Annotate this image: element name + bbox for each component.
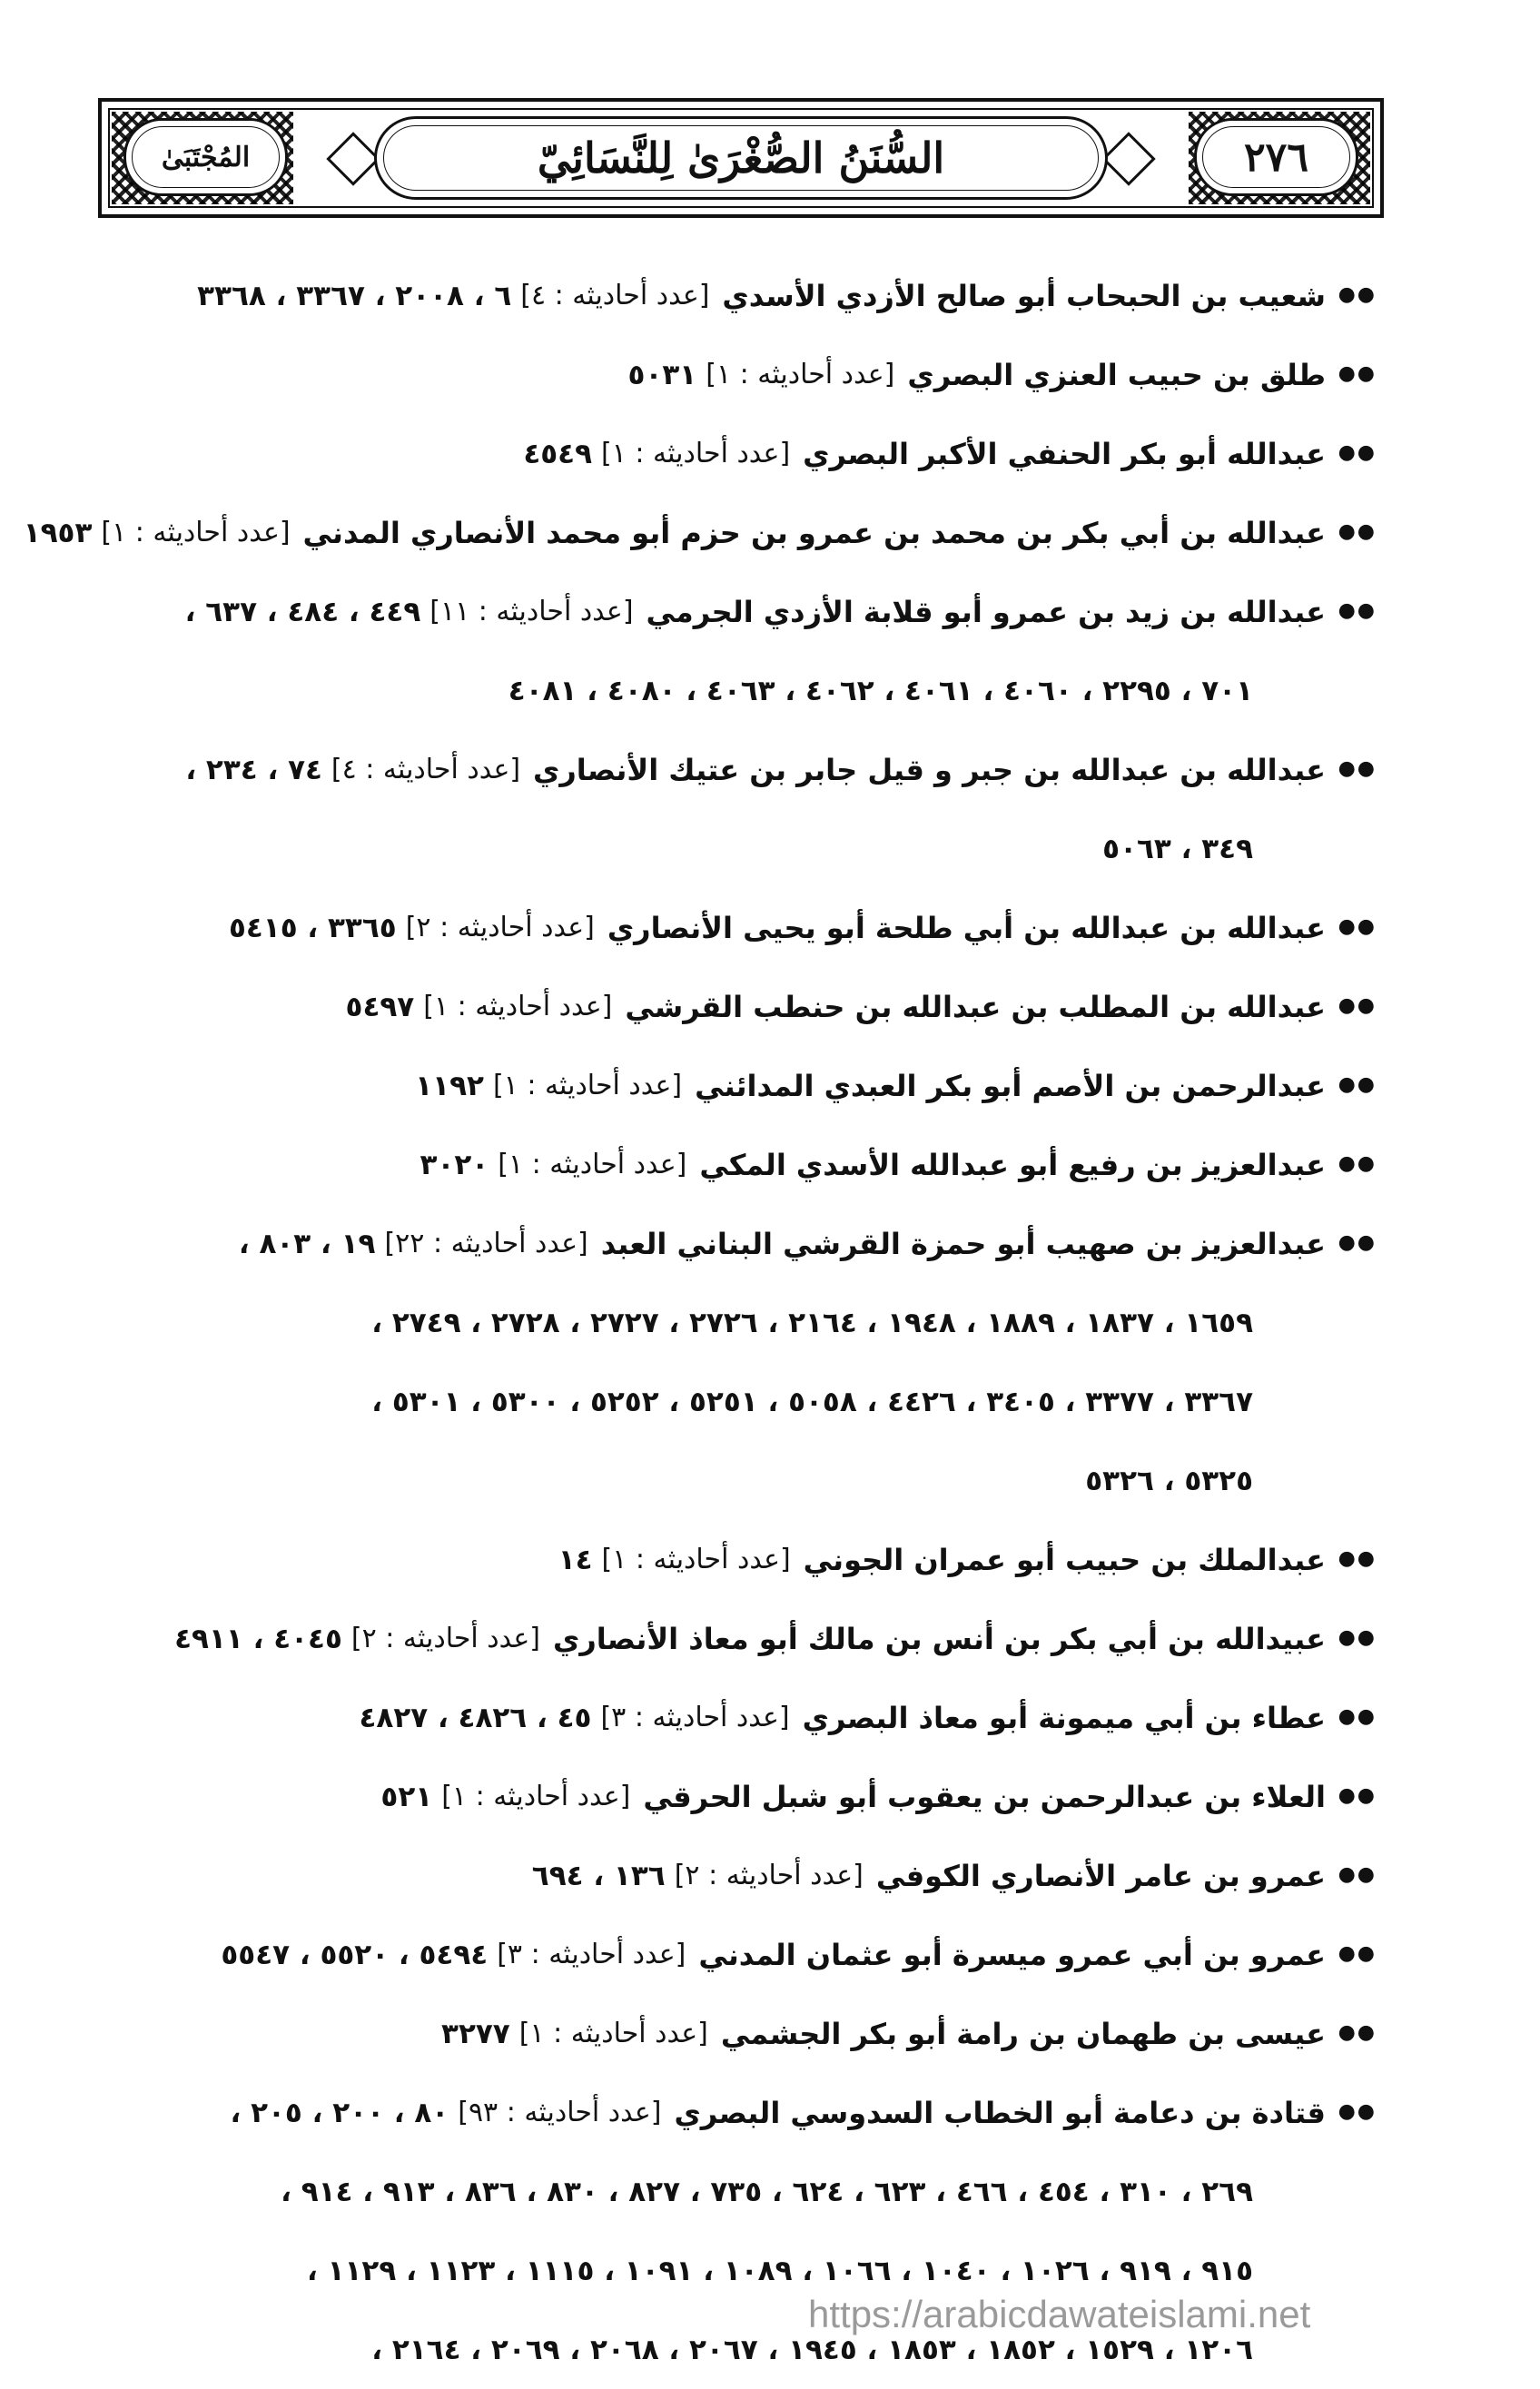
narrator-name: عبدالله بن عبدالله بن جبر و قيل جابر بن عتيك الأنصاري	[533, 752, 1326, 787]
hadith-numbers: ٥٣٢٥ ، ٥٣٢٦	[1085, 1464, 1253, 1497]
entry-continuation-row	[109, 1362, 1326, 1441]
hadith-count: [عدد أحاديثه : ١١]	[429, 596, 634, 627]
bullet-icon: ●●	[1338, 1626, 1377, 1649]
entry-continuation-row	[109, 809, 1326, 888]
hadith-count: [عدد أحاديثه : ١]	[601, 438, 791, 469]
page-title: السُّنَنُ الصُّغْرَىٰ لِلنَّسَائِيّ	[537, 133, 945, 183]
hadith-numbers: ١٩٥٣	[23, 516, 93, 549]
hadith-count: [عدد أحاديثه : ٣]	[600, 1702, 790, 1733]
hadith-numbers: ٣٢٧٧	[441, 2017, 510, 2050]
hadith-numbers: ٨٠ ، ٢٠٠ ، ٢٠٥ ،	[230, 2096, 449, 2129]
hadith-numbers: ١٤	[558, 1543, 593, 1576]
hadith-count: [عدد أحاديثه : ١]	[601, 1544, 791, 1575]
entry-row	[109, 256, 1377, 335]
entry-row	[23, 493, 1377, 572]
entry-row	[109, 1520, 1377, 1599]
hadith-count: [عدد أحاديثه : ٢٢]	[384, 1228, 588, 1259]
narrator-name: عبدالله بن أبي بكر بن محمد بن عمرو بن حزم أبو محمد الأنصاري المدني	[302, 515, 1326, 550]
hadith-numbers: ٤٥٤٩	[523, 437, 593, 470]
narrator-name: عبيدالله بن أبي بكر بن أنس بن مالك أبو معاذ الأنصاري	[553, 1621, 1326, 1656]
narrator-name: عيسى بن طهمان بن رامة أبو بكر الجشمي	[720, 2016, 1326, 2051]
hadith-numbers: ٥٠٣١	[627, 358, 697, 391]
ornament-knot-right	[1101, 132, 1155, 185]
narrator-list	[23, 256, 1377, 2389]
hadith-count: [عدد أحاديثه : ١]	[706, 359, 895, 390]
bullet-icon: ●●	[1338, 283, 1377, 306]
narrator-name: العلاء بن عبدالرحمن بن يعقوب أبو شبل الحرقي	[643, 1779, 1326, 1814]
entry-row	[109, 1125, 1377, 1204]
hadith-count: [عدد أحاديثه : ١]	[492, 1070, 683, 1101]
narrator-name: عبدالرحمن بن الأصم أبو بكر العبدي المدائني	[695, 1068, 1326, 1103]
entry-row	[109, 888, 1377, 967]
narrator-name: قتادة بن دعامة أبو الخطاب السدوسي البصري	[674, 2095, 1326, 2130]
bullet-icon: ●●	[1338, 1863, 1377, 1886]
narrator-name: عمرو بن عامر الأنصاري الكوفي	[875, 1858, 1326, 1893]
narrator-name: عبدالعزيز بن صهيب أبو حمزة القرشي البناني العبد	[600, 1226, 1326, 1261]
bullet-icon: ●●	[1338, 1705, 1377, 1728]
hadith-numbers: ٧٤ ، ٢٣٤ ،	[185, 753, 322, 786]
hadith-count: [عدد أحاديثه : ٣]	[497, 1939, 686, 1970]
narrator-name: شعيب بن الحبحاب أبو صالح الأزدي الأسدي	[722, 278, 1326, 313]
hadith-numbers: ٦ ، ٢٠٠٨ ، ٣٣٦٧ ، ٣٣٦٨	[197, 279, 512, 312]
hadith-count: [عدد أحاديثه : ٤]	[520, 280, 710, 311]
hadith-numbers: ٣٠٢٠	[420, 1148, 489, 1181]
hadith-count: [عدد أحاديثه : ٢]	[405, 912, 595, 943]
bullet-icon: ●●	[1338, 994, 1377, 1017]
hadith-numbers: ١١٩٢	[415, 1069, 484, 1102]
narrator-name: عطاء بن أبي ميمونة أبو معاذ البصري	[802, 1700, 1326, 1735]
entry-row	[109, 967, 1377, 1046]
hadith-count: [عدد أحاديثه : ١]	[498, 1149, 687, 1180]
bullet-icon: ●●	[1338, 1942, 1377, 1965]
entry-row	[109, 1204, 1377, 1283]
page-header	[98, 98, 1384, 218]
bullet-icon: ●●	[1338, 441, 1377, 464]
bullet-icon: ●●	[1338, 2021, 1377, 2044]
hadith-numbers: ٥٤٩٤ ، ٥٥٢٠ ، ٥٥٤٧	[221, 1938, 489, 1971]
hadith-numbers: ٥٤٩٧	[345, 990, 415, 1023]
entry-continuation-row	[109, 1283, 1326, 1362]
hadith-numbers: ٩١٥ ، ٩١٩ ، ١٠٢٦ ، ١٠٤٠ ، ١٠٦٦ ، ١٠٨٩ ، ١٠٩١ ، ١١١٥ ، ١١٢٣ ، ١١٢٩ ،	[307, 2254, 1253, 2287]
entry-row	[109, 414, 1377, 493]
bullet-icon: ●●	[1338, 2100, 1377, 2123]
hadith-numbers: ١٢٠٦ ، ١٥٢٩ ، ١٨٥٢ ، ١٨٥٣ ، ١٩٤٥ ، ٢٠٦٧ ، ٢٠٦٨ ، ٢٠٦٩ ، ٢١٦٤ ،	[371, 2333, 1253, 2366]
narrator-name: عبدالله بن زيد بن عمرو أبو قلابة الأزدي الجرمي	[646, 594, 1326, 629]
hadith-numbers: ٥٢١	[380, 1780, 433, 1813]
bullet-icon: ●●	[1338, 1547, 1377, 1570]
page-number: ٢٧٦	[1244, 133, 1308, 181]
hadith-count: [عدد أحاديثه : ١]	[518, 2018, 708, 2049]
hadith-count: [عدد أحاديثه : ١]	[423, 991, 613, 1022]
hadith-numbers: ٣٣٦٧ ، ٣٣٧٧ ، ٣٤٠٥ ، ٤٤٢٦ ، ٥٠٥٨ ، ٥٢٥١ ، ٥٢٥٢ ، ٥٣٠٠ ، ٥٣٠١ ،	[371, 1385, 1253, 1418]
entry-row	[109, 2073, 1377, 2152]
page-number-cartouche	[1194, 118, 1358, 196]
bullet-icon: ●●	[1338, 520, 1377, 543]
entry-continuation-row	[109, 1441, 1326, 1520]
entry-row	[109, 1678, 1377, 1757]
entry-row	[109, 1599, 1377, 1678]
entry-row	[109, 1915, 1377, 1994]
narrator-name: عبدالله بن المطلب بن عبدالله بن حنطب القرشي	[625, 989, 1326, 1024]
hadith-numbers: ٤٥ ، ٤٨٢٦ ، ٤٨٢٧	[359, 1701, 592, 1734]
entry-continuation-row	[109, 2152, 1326, 2231]
entry-row	[109, 335, 1377, 414]
narrator-name: عبدالملك بن حبيب أبو عمران الجوني	[803, 1542, 1326, 1577]
entry-row	[109, 1757, 1377, 1836]
hadith-numbers: ٣٤٩ ، ٥٠٦٣	[1102, 832, 1253, 865]
hadith-numbers: ٢٦٩ ، ٣١٠ ، ٤٥٤ ، ٤٦٦ ، ٦٢٣ ، ٦٢٤ ، ٧٣٥ ، ٨٢٧ ، ٨٣٠ ، ٨٣٦ ، ٩١٣ ، ٩١٤ ،	[281, 2175, 1253, 2208]
ornament-knot-left	[326, 132, 380, 185]
hadith-count: [عدد أحاديثه : ٩٣]	[458, 2097, 662, 2128]
narrator-name: عبدالله بن عبدالله بن أبي طلحة أبو يحيى الأنصاري	[607, 910, 1326, 945]
entry-row	[109, 1836, 1377, 1915]
hadith-numbers: ١٩ ، ٨٠٣ ،	[238, 1227, 376, 1260]
bullet-icon: ●●	[1338, 915, 1377, 938]
title-oval	[374, 116, 1108, 200]
hadith-count: [عدد أحاديثه : ٢]	[674, 1860, 864, 1891]
bullet-icon: ●●	[1338, 757, 1377, 780]
narrator-name: عبدالله أبو بكر الحنفي الأكبر البصري	[803, 436, 1326, 471]
bullet-icon: ●●	[1338, 362, 1377, 385]
hadith-count: [عدد أحاديثه : ٢]	[350, 1623, 541, 1654]
entry-row	[109, 572, 1377, 651]
bullet-icon: ●●	[1338, 599, 1377, 622]
entry-continuation-row	[109, 651, 1326, 730]
entry-row	[109, 1046, 1377, 1125]
narrator-name: طلق بن حبيب العنزي البصري	[907, 357, 1326, 392]
entry-row	[109, 1994, 1377, 2073]
book-name-cartouche	[123, 118, 288, 196]
hadith-numbers: ٧٠١ ، ٢٢٩٥ ، ٤٠٦٠ ، ٤٠٦١ ، ٤٠٦٢ ، ٤٠٦٣ ، ٤٠٨٠ ، ٤٠٨١	[508, 674, 1253, 707]
hadith-count: [عدد أحاديثه : ١]	[441, 1781, 631, 1812]
bullet-icon: ●●	[1338, 1073, 1377, 1096]
hadith-numbers: ١٦٥٩ ، ١٨٣٧ ، ١٨٨٩ ، ١٩٤٨ ، ٢١٦٤ ، ٢٧٢٦ ، ٢٧٢٧ ، ٢٧٢٨ ، ٢٧٤٩ ،	[371, 1306, 1253, 1339]
hadith-count: [عدد أحاديثه : ٤]	[331, 754, 521, 785]
narrator-name: عبدالعزيز بن رفيع أبو عبدالله الأسدي المكي	[699, 1147, 1326, 1182]
hadith-numbers: ١٣٦ ، ٦٩٤	[531, 1859, 666, 1892]
bullet-icon: ●●	[1338, 1152, 1377, 1175]
hadith-numbers: ٤٤٩ ، ٤٨٤ ، ٦٣٧ ،	[184, 595, 421, 628]
book-name: المُجْتَبَىٰ	[161, 141, 251, 173]
bullet-icon: ●●	[1338, 1231, 1377, 1254]
hadith-numbers: ٤٠٤٥ ، ٤٩١١	[174, 1622, 342, 1655]
bullet-icon: ●●	[1338, 1784, 1377, 1807]
entry-row	[109, 730, 1377, 809]
watermark-url: https://arabicdawateislami.net	[808, 2293, 1311, 2335]
hadith-numbers: ٣٣٦٥ ، ٥٤١٥	[228, 911, 397, 944]
narrator-name: عمرو بن أبي عمرو ميسرة أبو عثمان المدني	[698, 1937, 1326, 1972]
hadith-count: [عدد أحاديثه : ١]	[101, 517, 291, 548]
